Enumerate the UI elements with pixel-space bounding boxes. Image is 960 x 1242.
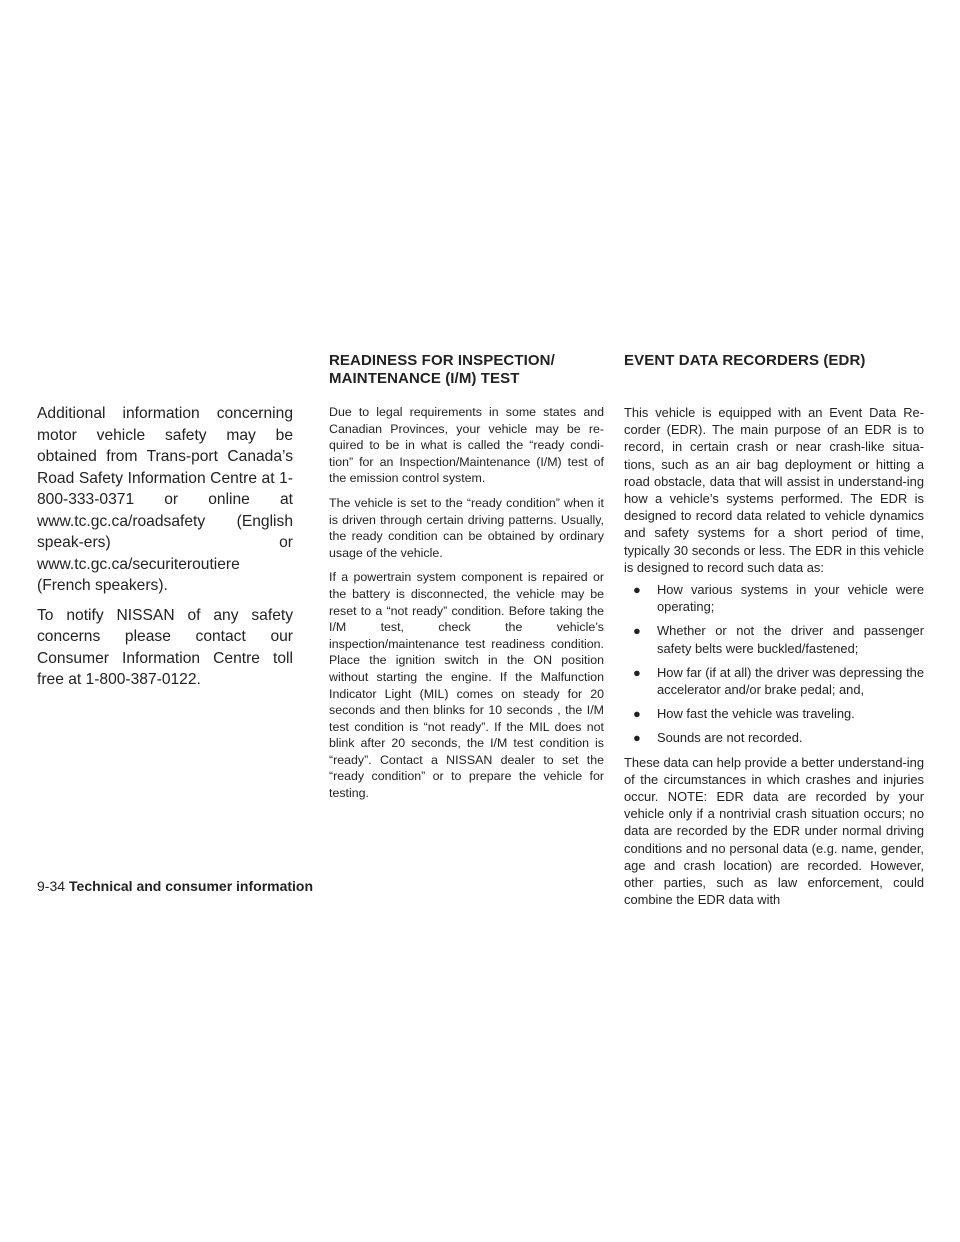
heading-event-data-recorders: EVENT DATA RECORDERS (EDR) xyxy=(624,352,866,369)
bullet-icon: ● xyxy=(633,623,641,639)
heading-readiness-im-test: READINESS FOR INSPECTION/ MAINTENANCE (I/M) TEST xyxy=(329,352,555,387)
list-item: ● How various systems in your vehicle were operating; xyxy=(633,582,924,615)
page-number: 9-34 xyxy=(37,878,66,894)
page-footer xyxy=(37,877,313,895)
paragraph-edr-intro: This vehicle is equipped with an Event Data Re-corder (EDR). The main purpose of an EDR is to record, in certain crash or near crash-like situa-tions, such as an air bag deployment or hitting a road obstacle, data that will assist in understand-ing how a vehicle’s systems performed. The EDR is designed to record data related to vehicle dynamics and safety systems for a short period of time, typically 30 seconds or less. The EDR in this vehicle is designed to record such data as: xyxy=(624,405,924,575)
section-title: Technical and consumer information xyxy=(69,878,314,894)
paragraph-edr-purpose: These data can help provide a better understand-ing of the circumstances in which crashes and injuries occur. NOTE: EDR data are recorded by your vehicle only if a nontrivial crash situation occurs; no data are recorded by the EDR under normal driving conditions and no personal data (e.g. name, gender, age and crash location) are recorded. However, other parties, such as law enforcement, could combine the EDR data with xyxy=(624,754,924,908)
list-item: ● Whether or not the driver and passenger safety belts were buckled/fastened; xyxy=(633,623,924,656)
edr-data-list xyxy=(624,581,924,747)
list-item: ● How fast the vehicle was traveling. xyxy=(633,706,855,722)
paragraph-notify-nissan: To notify NISSAN of any safety concerns please contact our Consumer Information Centre toll free at 1-800-387-0122. xyxy=(37,606,293,688)
list-item: ● How far (if at all) the driver was depressing the accelerator and/or brake pedal; and, xyxy=(633,664,924,698)
bullet-icon: ● xyxy=(633,664,641,680)
bullet-icon: ● xyxy=(633,730,641,746)
column-right xyxy=(624,404,924,908)
list-item: ● Sounds are not recorded. xyxy=(633,730,803,746)
column-middle xyxy=(329,404,604,802)
paragraph-transport-canada: Additional information concerning motor vehicle safety may be obtained from Trans-port Canada’s Road Safety Information Centre at 1-800-333-0371 or online at www.tc.gc.ca/roadsafety (English speak-ers) or www.tc.gc.ca/securiteroutiere (French speakers). xyxy=(37,405,293,594)
paragraph-ready-condition: The vehicle is set to the “ready condition” when it is driven through certain driving patterns. Usually, the ready condition can be obtained by ordinary usage of the vehicle. xyxy=(329,495,604,560)
paragraph-legal-requirements: Due to legal requirements in some states and Canadian Provinces, your vehicle may be re-quired to be in what is called the “ready condi-tion” for an Inspection/Maintenance (I/M) test of the emission control system. xyxy=(329,405,604,486)
bullet-icon: ● xyxy=(633,706,641,722)
bullet-icon: ● xyxy=(633,582,641,598)
column-left xyxy=(37,403,293,691)
paragraph-not-ready: If a powertrain system component is repaired or the battery is disconnected, the vehicle may be reset to a “not ready” condition. Before taking the I/M test, check the vehicle’s inspection/maintenance test readiness condition. Place the ignition switch in the ON position without starting the engine. If the Malfunction Indicator Light (MIL) comes on steady for 20 seconds and then blinks for 10 seconds , the I/M test condition is “not ready”. If the MIL does not blink after 20 seconds, the I/M test condition is “ready”. Contact a NISSAN dealer to set the “ready condition” or to prepare the vehicle for testing. xyxy=(329,570,604,801)
